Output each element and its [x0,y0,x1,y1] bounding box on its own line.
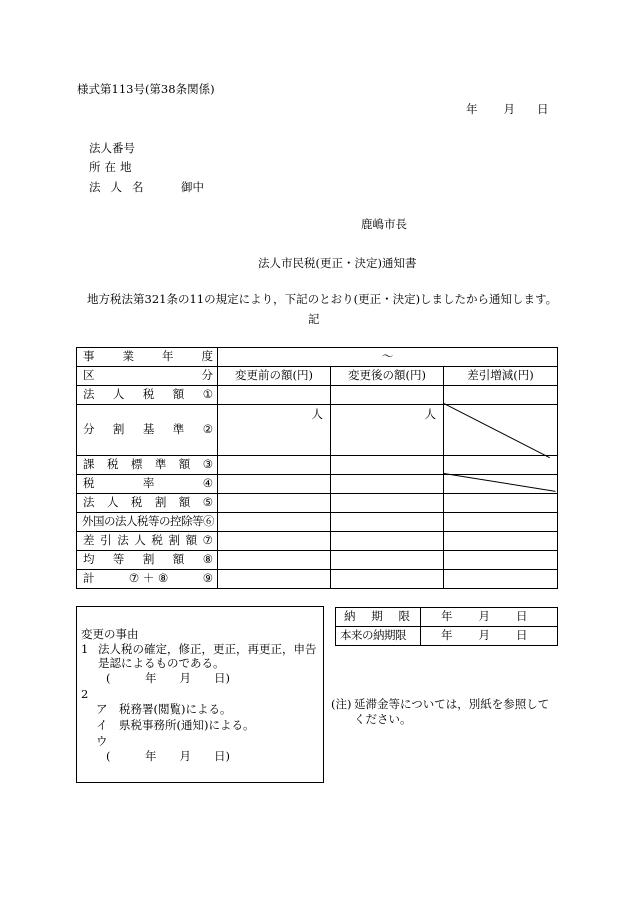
table-row [77,405,558,456]
reason-item1-cont: 是認によるものである。 [98,656,225,670]
reason-heading: 変更の事由 [81,627,139,641]
tilde: ～ [381,349,394,364]
header-diff: 差引増減(円) [444,367,558,386]
table-row [336,627,558,646]
table-row [77,456,558,475]
original-due-label: 本来の納期限 [336,627,421,646]
unit-before: 人 [218,405,331,456]
address-char: 所 [89,160,101,174]
table-row [336,608,558,627]
corporate-name-label [89,182,144,194]
cell [218,513,331,532]
due-table [335,607,558,646]
note-line2: ください。 [354,712,412,726]
note-prefix: (注) [331,697,352,711]
table-row [77,551,558,570]
date-month: 月 [503,102,515,116]
date-line [466,104,549,116]
reason-item2-u: ウ [96,734,108,748]
cell [444,475,558,494]
table-row [77,386,558,405]
cell [331,494,444,513]
cell [331,456,444,475]
reason-item2-date: ( 年 月 日) [106,749,230,763]
cell [218,494,331,513]
cell [218,386,331,405]
cell [218,456,331,475]
row-label: 法 人 税 額 ① [77,386,218,405]
row-label: 均 等 割 額 ⑧ [77,551,218,570]
cell [331,532,444,551]
document-title: 法人市民税(更正・決定)通知書 [258,256,417,270]
cell [444,386,558,405]
honorific: 御中 [181,180,204,194]
row-label: 外国の法人税等の控除等⑥ [77,513,218,532]
cell [331,475,444,494]
address-char: 在 [104,160,116,174]
form-number: 様式第113号(第38条関係) [77,82,215,96]
row-label: 法 人 税 割 額 ⑤ [77,494,218,513]
cell [218,570,331,589]
row-label: 課 税 標 準 額 ③ [77,456,218,475]
header-before: 変更前の額(円) [218,367,331,386]
reason-item2-i: イ 県税事務所(通知)による。 [96,718,255,732]
cell [218,551,331,570]
address-label [89,162,132,174]
name-char: 人 [110,180,122,194]
table-row [77,367,558,386]
reason-item1-text: 法人税の確定，修正，更正，再更正，申告 [98,642,317,656]
cell [218,532,331,551]
name-char: 法 [89,180,101,194]
cell [444,532,558,551]
cell [444,456,558,475]
cell [331,551,444,570]
header-after: 変更後の額(円) [331,367,444,386]
reason-item1-date: ( 年 月 日) [106,671,230,685]
cell [331,386,444,405]
cell [331,570,444,589]
due-date: 年 月 日 [421,608,558,627]
reason-item2-a: ア 税務署(閲覧)による。 [96,702,232,716]
fiscal-year-label: 事 業 年 度 [77,348,218,367]
date-year: 年 [466,102,478,116]
row-label: 差 引 法 人 税 割 額 ⑦ [77,532,218,551]
cell [444,513,558,532]
table-row [77,348,558,367]
table-row [77,475,558,494]
row-label: 税 率 ④ [77,475,218,494]
table-row [77,532,558,551]
table-row [77,513,558,532]
row-label: 分 割 基 準 ② [77,405,218,456]
original-due-date: 年 月 日 [421,627,558,646]
cell [218,475,331,494]
corporate-number-label: 法人番号 [89,141,135,155]
issuer: 鹿嶋市長 [361,217,407,231]
reason-item1-num: 1 [81,642,89,656]
address-char: 地 [120,160,132,174]
cell [444,551,558,570]
intro-text: 地方税法第321条の11の規定により，下記のとおり(更正・決定)しましたから通知します。 [87,292,558,306]
cell [331,513,444,532]
unit-after: 人 [331,405,444,456]
ki-label: 記 [308,312,320,326]
row-label: 計 ⑦ ＋ ⑧ ⑨ [77,570,218,589]
main-table [76,347,558,589]
table-row [77,494,558,513]
cell [444,570,558,589]
reason-item2-num: 2 [81,687,89,701]
date-day: 日 [537,102,549,116]
note-line1: 延滞金等については，別紙を参照して [354,697,550,711]
fiscal-year-value [218,348,558,367]
table-row [77,570,558,589]
cell [444,494,558,513]
name-char: 名 [132,180,144,194]
due-label: 納 期 限 [336,608,421,627]
category-label: 区 分 [77,367,218,386]
